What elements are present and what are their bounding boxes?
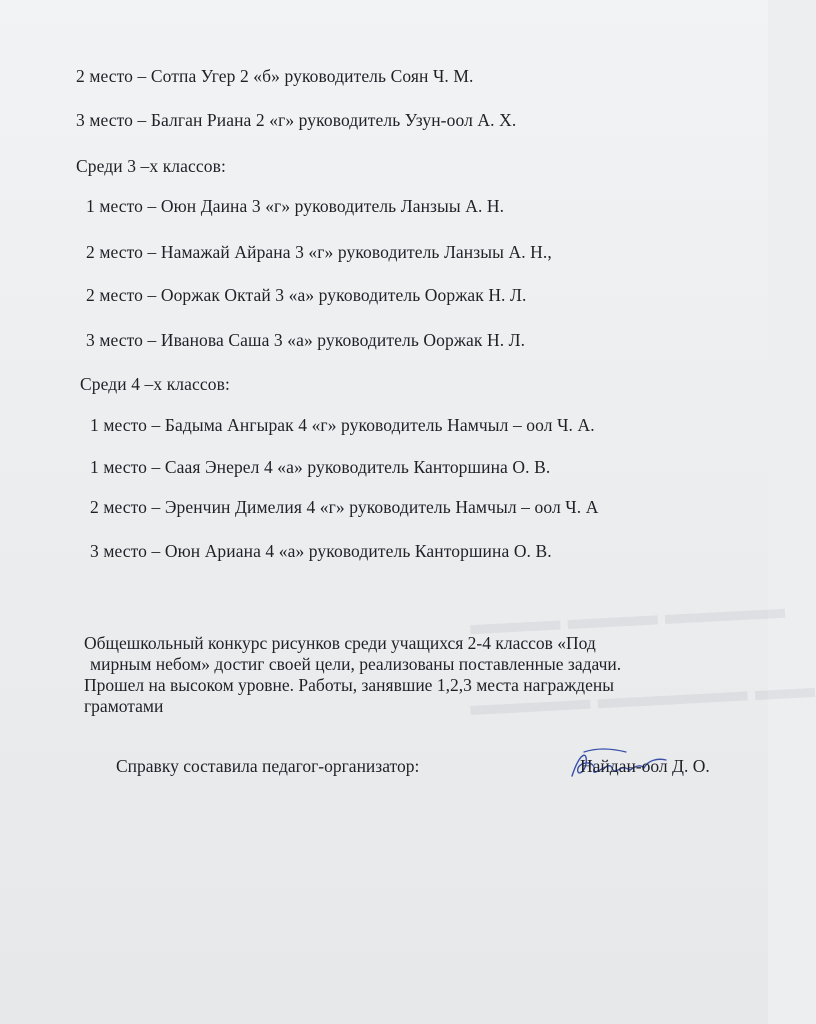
section-heading: Среди 3 –х классов: [76, 156, 226, 176]
result-line: 1 место – Оюн Даина 3 «г» руководитель Ланзыы А. Н. [86, 196, 505, 216]
section-heading: Среди 4 –х классов: [80, 374, 230, 394]
conclusion-paragraph [84, 633, 724, 717]
conclusion-line: мирным небом» достиг своей цели, реализованы поставленные задачи. [90, 654, 622, 674]
result-line: 2 место – Сотпа Угер 2 «б» руководитель Соян Ч. М. [76, 66, 474, 86]
signature-label: Справку составила педагог-организатор: [116, 756, 420, 776]
bleed-through: ▬▬▬ ▬▬▬ ▬▬▬▬ [469, 591, 786, 642]
signature-row [116, 756, 736, 786]
result-line: 1 место – Бадыма Ангырак 4 «г» руководитель Намчыл – оол Ч. А. [90, 415, 595, 435]
bleed-through: ▬▬▬▬ ▬▬▬▬▬ ▬▬ [469, 670, 816, 723]
conclusion-line: Прошел на высоком уровне. Работы, занявшие 1,2,3 места награждены [84, 675, 614, 695]
result-line: 3 место – Иванова Саша 3 «а» руководитель Ооржак Н. Л. [86, 330, 526, 350]
conclusion-line: Общешкольный конкурс рисунков среди учащихся 2-4 классов «Под [84, 633, 596, 653]
result-line: 2 место – Эренчин Димелия 4 «г» руководитель Намчыл – оол Ч. А [90, 497, 599, 517]
result-line: 1 место – Саая Энерел 4 «а» руководитель Канторшина О. В. [90, 457, 551, 477]
conclusion-line: грамотами [84, 696, 164, 716]
result-line: 2 место – Ооржак Октай 3 «а» руководитель Ооржак Н. Л. [86, 285, 527, 305]
result-line: 3 место – Оюн Ариана 4 «а» руководитель Канторшина О. В. [90, 541, 552, 561]
signer-name: Найдан-оол Д. О. [580, 756, 710, 776]
result-line: 2 место – Намажай Айрана 3 «г» руководитель Ланзыы А. Н., [86, 242, 552, 262]
result-line: 3 место – Балган Риана 2 «г» руководитель Узун-оол А. Х. [76, 110, 517, 130]
